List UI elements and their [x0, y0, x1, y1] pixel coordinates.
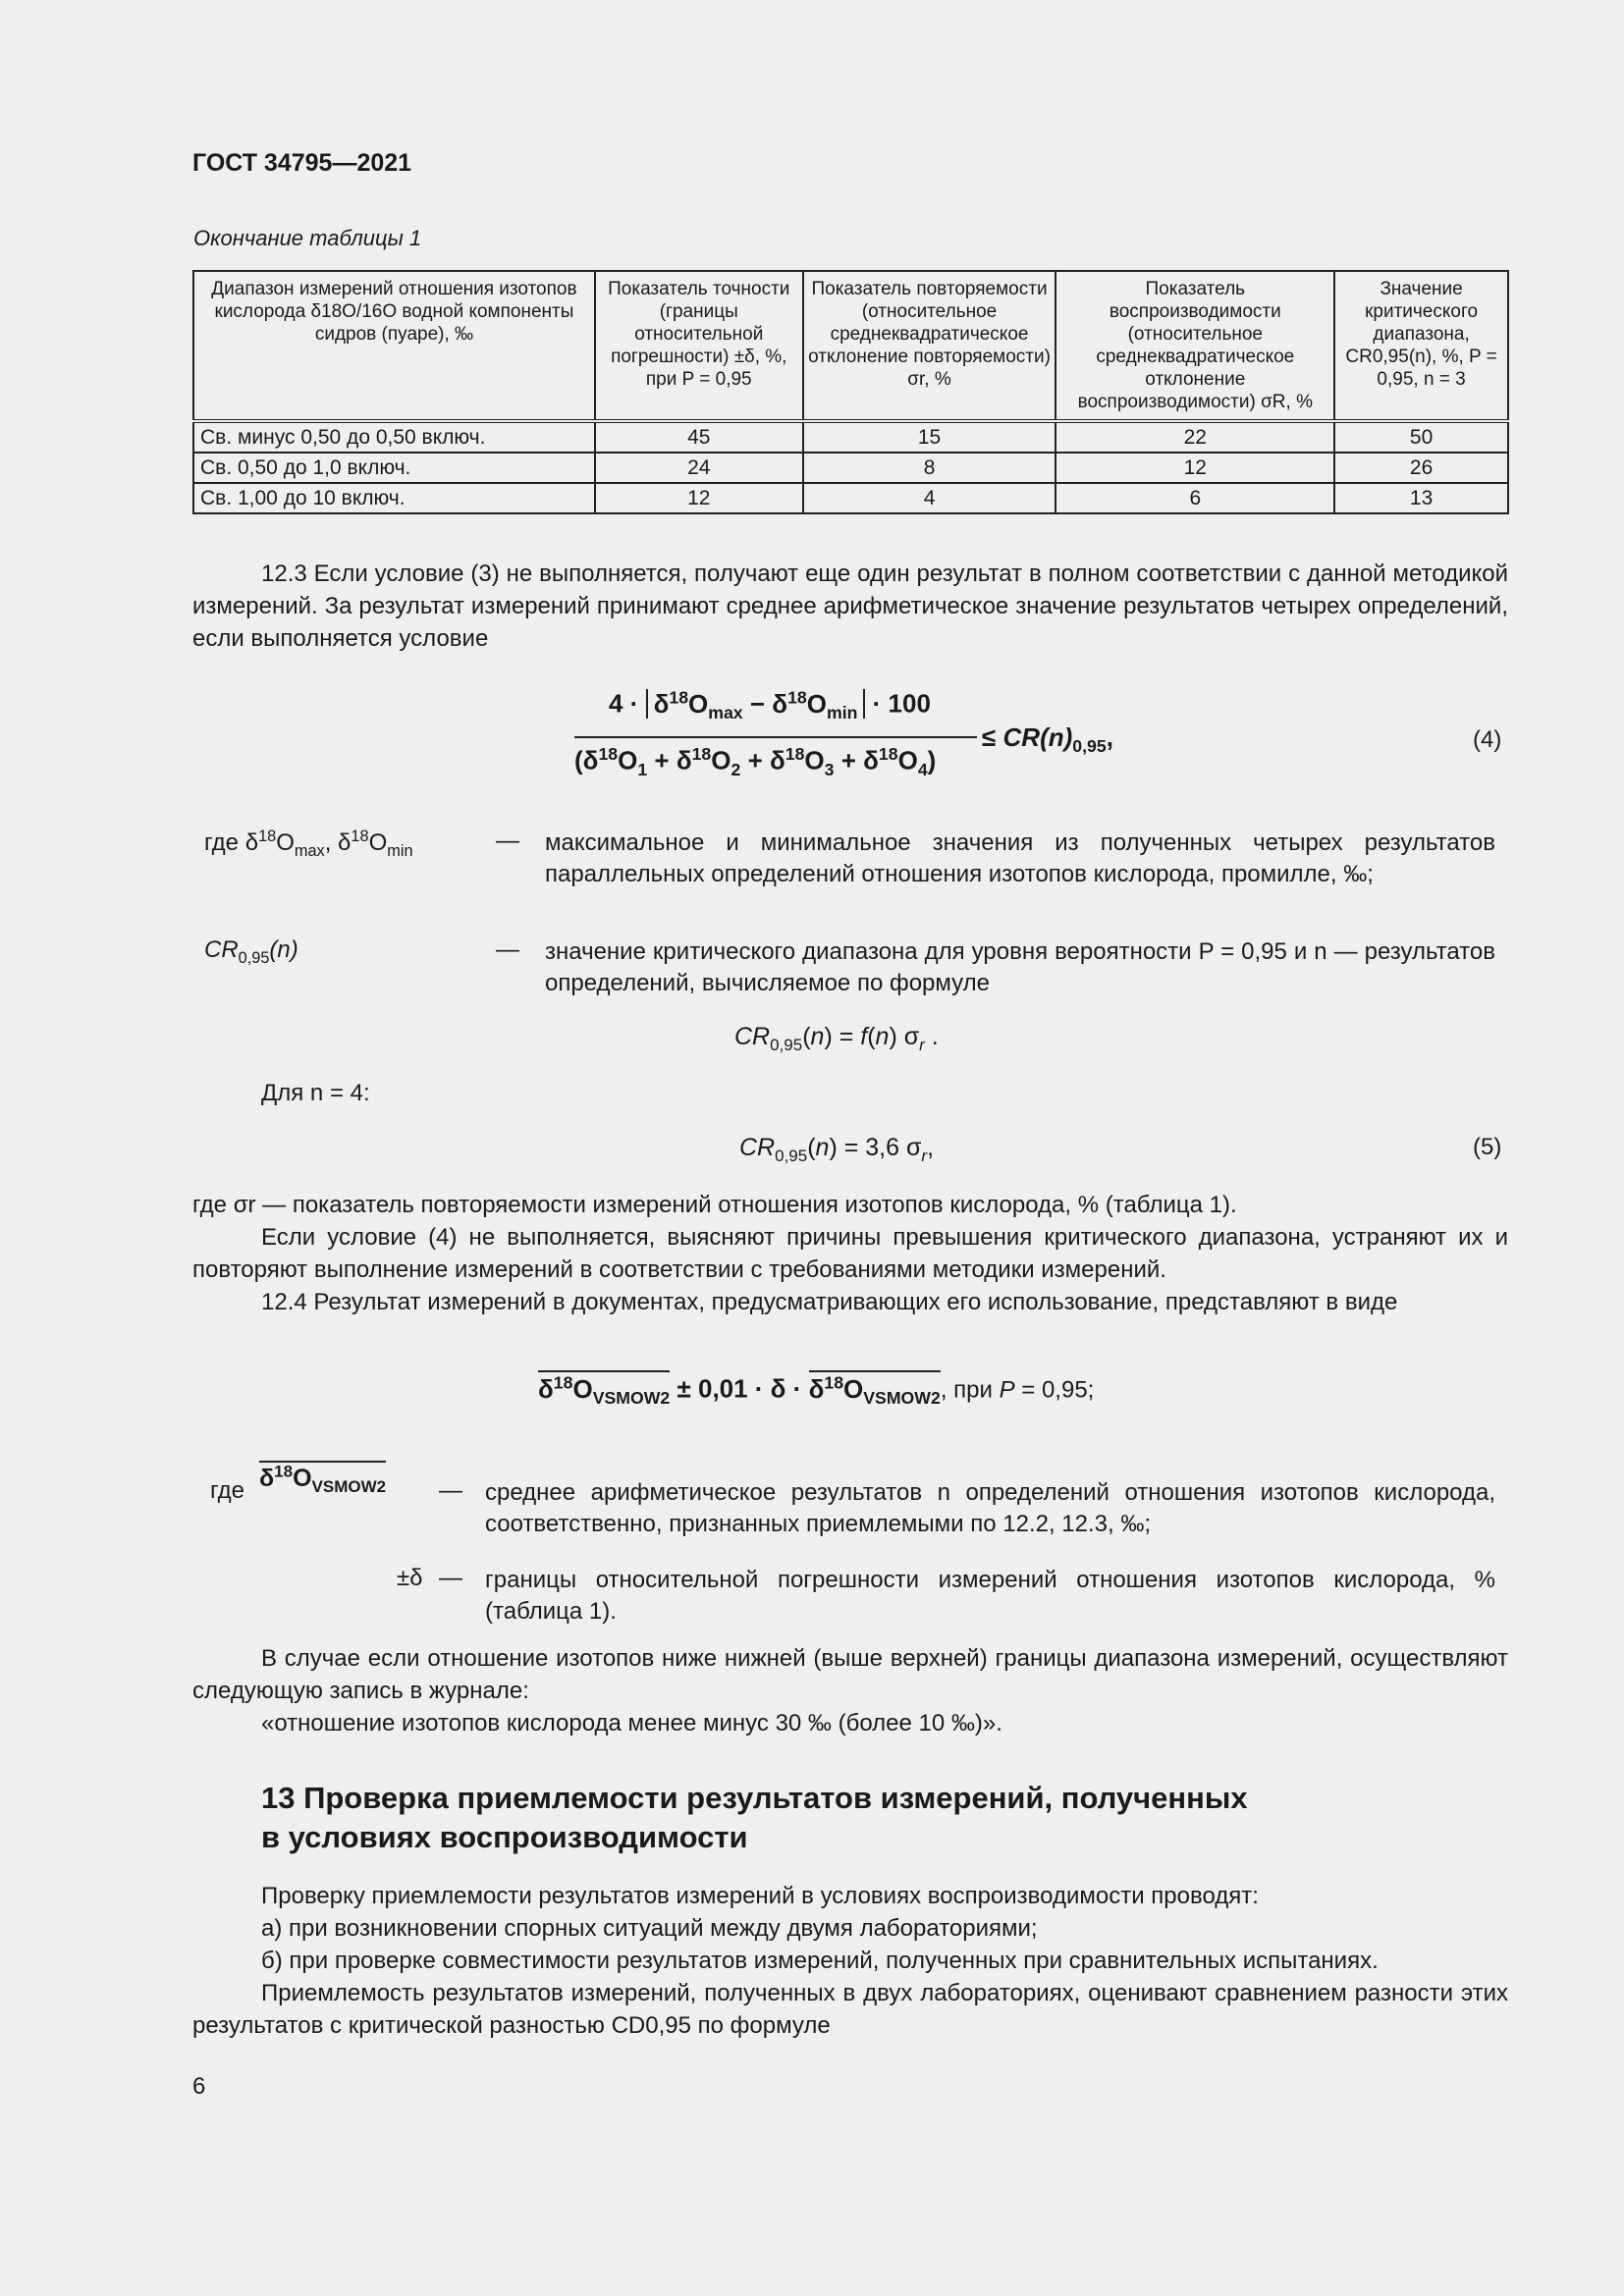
- table-cell: 45: [595, 421, 803, 453]
- formula-token: δ: [653, 688, 670, 719]
- journal-record-quote: «отношение изотопов кислорода менее минус 30 ‰ (более 10 ‰)».: [261, 1710, 1002, 1736]
- section-13-title-line-2: в условиях воспроизводимости: [261, 1820, 748, 1854]
- def-text-cr: значение критического диапазона для уровня вероятности P = 0,95 и n — результатов определений, вычисляемое по формуле: [545, 938, 1495, 996]
- def-dash: —: [439, 1565, 462, 1591]
- def-text-plus-minus-delta: границы относительной погрешности измерений отношения изотопов кислорода, % (таблица 1).: [485, 1567, 1495, 1625]
- formula-5: $CR_{0,95}(n) = 3,6$ $\sigma_r$,: [739, 1134, 935, 1165]
- section-13-title-line-1: 13 Проверка приемлемости результатов измерений, полученных: [261, 1781, 1248, 1815]
- mean-delta-vsmow2: $\delta^{18}O_{VSMOW2}$: [809, 1370, 941, 1404]
- document-header: ГОСТ 34795—2021: [192, 149, 412, 177]
- table-cell: Св. 1,00 до 10 включ.: [193, 483, 595, 513]
- def-term-delta-max-min: где $\delta^{18}O_{max}$, $\delta^{18}O_{min}$: [204, 828, 413, 860]
- mean-delta-vsmow2: $\delta^{18}O_{VSMOW2}$: [538, 1370, 670, 1404]
- table-cell: 15: [803, 421, 1056, 453]
- table-header-cell: Диапазон измерений отношения изотопов кислорода δ18O/16O водной компоненты сидров (пуаре), ‰: [193, 271, 595, 421]
- def-term-plus-minus-delta: ±δ: [397, 1565, 423, 1591]
- table-cell: 4: [803, 483, 1056, 513]
- formula-token: δ: [772, 688, 788, 719]
- def-text-mean-delta: среднее арифметическое результатов n определений отношения изотопов кислорода, соответственно, признанных приемлемыми по 12.2, 12.3, ‰;: [485, 1479, 1495, 1537]
- table-cell: 22: [1056, 421, 1334, 453]
- table-cell: 24: [595, 453, 803, 483]
- table-header-cell: Показатель повторяемости (относительное среднеквадратическое отклонение повторяемости) σr, %: [803, 271, 1056, 421]
- table-cell: 12: [595, 483, 803, 513]
- formula-token: max: [708, 702, 743, 722]
- table-cell: 6: [1056, 483, 1334, 513]
- formula-token: O: [688, 688, 709, 719]
- paragraph-12-3: 12.3 Если условие (3) не выполняется, получают еще один результат в полном соответствии с данной методикой измерений. За результат измерений принимают среднее арифметическое значение результатов четырех определений, если выполняется условие: [192, 561, 1508, 652]
- formula-token: 18: [669, 687, 689, 707]
- table-cell: Св. 0,50 до 1,0 включ.: [193, 453, 595, 483]
- formula-token: ± 0,01 · δ ·: [677, 1373, 802, 1404]
- table-cell: 13: [1334, 483, 1508, 513]
- formula-token: −: [749, 688, 766, 719]
- table-row: [193, 453, 1508, 483]
- table-cell: 50: [1334, 421, 1508, 453]
- def-dash: —: [496, 936, 519, 963]
- paragraph-condition-4: Если условие (4) не выполняется, выясняют причины превышения критического диапазона, устраняют их и повторяют выполнение измерений в соответствии с требованиями методики измерений.: [192, 1224, 1508, 1283]
- abs-value: [646, 687, 866, 722]
- fraction-bar: [574, 736, 977, 738]
- table-caption: Окончание таблицы 1: [193, 226, 422, 250]
- def-term-cr: $CR_{0,95}(n)$: [204, 936, 298, 967]
- table-cell: 12: [1056, 453, 1334, 483]
- def-term-prefix: где: [210, 1477, 245, 1504]
- table-row: [193, 483, 1508, 513]
- equation-number-4: (4): [1473, 726, 1502, 753]
- table-header-cell: Показатель воспроизводимости (относительное среднеквадратическое отклонение воспроизводимости) σR, %: [1056, 271, 1334, 421]
- formula-token: · 100: [872, 688, 931, 719]
- def-dash: —: [496, 828, 519, 854]
- page-number: 6: [192, 2073, 206, 2100]
- def-term-mean-delta: $\delta^{18}O_{VSMOW2}$: [259, 1463, 387, 1497]
- paragraph-out-of-range: В случае если отношение изотопов ниже нижней (выше верхней) границы диапазона измерений, осуществляют следующую запись в журнале:: [192, 1645, 1508, 1704]
- equation-number-5: (5): [1473, 1134, 1502, 1160]
- def-dash: —: [439, 1477, 462, 1504]
- table-header-row: [193, 271, 1508, 421]
- formula-4-rhs: [982, 722, 1113, 757]
- formula-4-numerator: [609, 687, 931, 723]
- formula-token: CR(n): [1002, 722, 1073, 752]
- formula-4-denominator: $(\delta^{18}O_1 + \delta^{18}O_2 + \delta^{18}O_3 + \delta^{18}O_4)$: [574, 744, 937, 779]
- precision-table: [192, 270, 1509, 514]
- table-cell: Св. минус 0,50 до 0,50 включ.: [193, 421, 595, 453]
- formula-token: 18: [787, 687, 807, 707]
- for-n-4: Для n = 4:: [261, 1080, 370, 1106]
- table-cell: 8: [803, 453, 1056, 483]
- formula-token: , при P = 0,95;: [940, 1376, 1095, 1404]
- list-item-b: б) при проверке совместимости результатов измерений, полученных при сравнительных испытаниях.: [261, 1948, 1379, 1974]
- formula-cr-f: $CR_{0,95}(n) = f(n)$ $\sigma_r$ .: [734, 1023, 939, 1054]
- table-cell: 26: [1334, 453, 1508, 483]
- table-header-cell: Показатель точности (границы относительной погрешности) ±δ, %, при P = 0,95: [595, 271, 803, 421]
- formula-token: 4 ·: [609, 688, 639, 719]
- formula-token: O: [806, 688, 827, 719]
- formula-token: ,: [1106, 722, 1113, 752]
- def-text-delta-max-min: максимальное и минимальное значения из полученных четырех результатов параллельных определений отношения изотопов кислорода, промилле, ‰;: [545, 829, 1495, 887]
- formula-token: ≤: [982, 722, 997, 752]
- formula-token: min: [826, 702, 858, 722]
- paragraph-13-intro: Проверку приемлемости результатов измерений в условиях воспроизводимости проводят:: [261, 1883, 1259, 1909]
- formula-4: [574, 687, 1124, 785]
- paragraph-12-4: 12.4 Результат измерений в документах, предусматривающих его использование, представляют в виде: [261, 1289, 1398, 1315]
- list-item-a: а) при возникновении спорных ситуаций между двумя лабораториями;: [261, 1915, 1038, 1942]
- formula-result: [538, 1372, 1094, 1409]
- table-row: [193, 421, 1508, 453]
- paragraph-sigma: где σr — показатель повторяемости измерений отношения изотопов кислорода, % (таблица 1).: [192, 1192, 1237, 1218]
- paragraph-13-cd: Приемлемость результатов измерений, полученных в двух лабораториях, оценивают сравнением разности этих результатов с критической разностью CD0,95 по формуле: [192, 1980, 1508, 2039]
- table-header-cell: Значение критического диапазона, CR0,95(n), %, P = 0,95, n = 3: [1334, 271, 1508, 421]
- formula-token: 0,95: [1072, 736, 1107, 757]
